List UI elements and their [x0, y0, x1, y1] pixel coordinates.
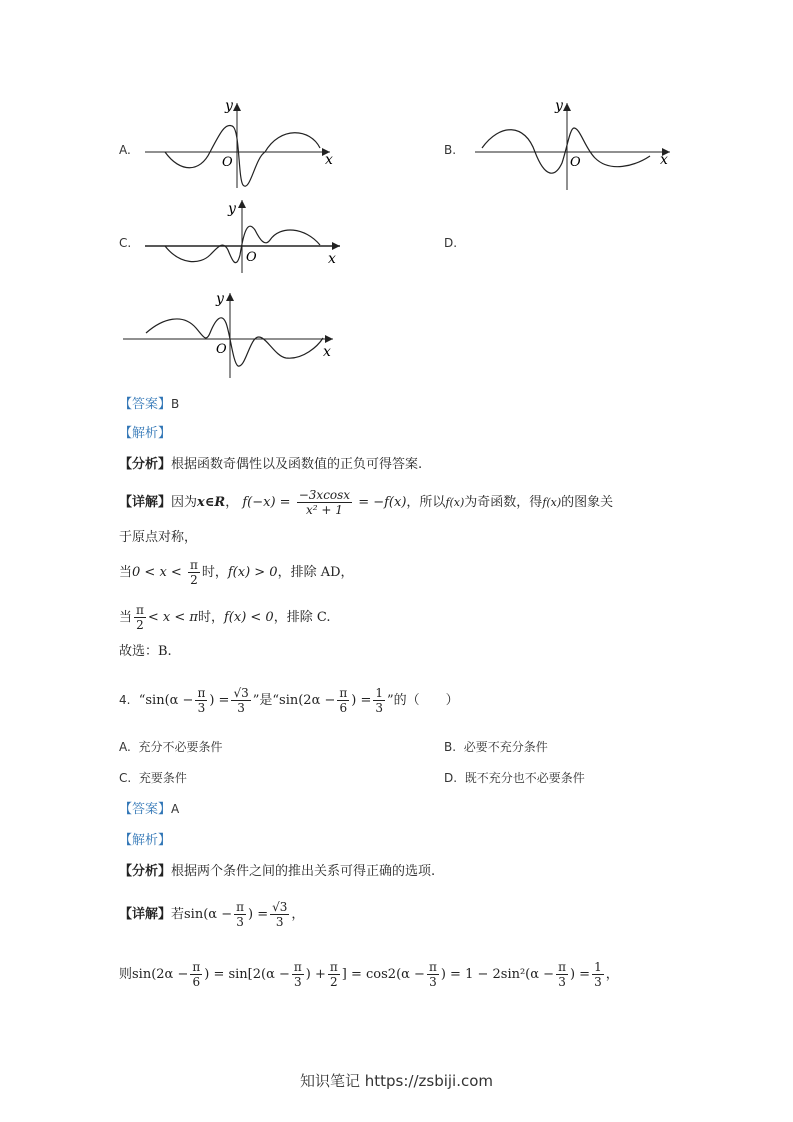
q3-detail-line2: 于原点对称，: [119, 530, 198, 545]
graph-c: [140, 195, 350, 275]
y-label: y: [555, 98, 563, 114]
q4-option-d[interactable]: D. 既不充分也不必要条件: [444, 771, 585, 785]
fenxi-tag: 【分析】: [119, 457, 172, 472]
detail-text-f: 为奇函数，得: [464, 495, 543, 510]
q3-fenxi: [119, 455, 422, 475]
graph-d: [118, 288, 343, 383]
y-label: y: [216, 291, 224, 307]
graph-b: [470, 98, 680, 193]
x-label: x: [660, 152, 668, 168]
option-a-label: A.: [119, 143, 131, 157]
x-label: x: [328, 251, 336, 267]
q4-then: 则sin(2α − $\frac{\pi}{6}$ ) = sin[2(α − $\frac{\pi}{3}$ ) + $\frac{\pi}{2}$ ] = cos2(α − $\frac{\pi}{3}$ ) = 1 − 2sin²(α − $\frac{\pi}{3}$ ) = $\frac{1}{3}$ ，: [119, 960, 619, 989]
curve: [165, 125, 320, 186]
detail-set: x∈R: [197, 495, 226, 510]
q3-answer: [119, 394, 179, 415]
y-label: y: [228, 201, 236, 217]
q3-case2: 当 $\frac{\pi}{2}$ < x < π时，f(x) < 0，排除 C.: [119, 603, 331, 632]
case2-frac: $\frac{\pi}{2}$: [136, 603, 144, 632]
q4-option-a[interactable]: A. 充分不必要条件: [119, 740, 223, 754]
q4-option-b[interactable]: B. 必要不充分条件: [444, 740, 548, 754]
detail-text-a: 因为: [171, 495, 198, 510]
detail-fx3: f(x): [542, 496, 562, 509]
q3-analysis-tag: 【解析】: [119, 426, 172, 441]
detail-fx2: f(x): [445, 496, 465, 509]
origin-label: O: [570, 155, 581, 170]
detail-eq: = −f(x): [358, 495, 407, 510]
x-label: x: [323, 344, 331, 360]
curve: [146, 318, 323, 366]
origin-label: O: [246, 250, 257, 265]
q3-case1: 当0 < x < $\frac{\pi}{2}$ 时，f(x) > 0，排除 AD，: [119, 558, 354, 587]
x-axis-arrow: [325, 335, 333, 343]
q3-conclusion: 故选：B.: [119, 644, 172, 659]
answer-tag: 【答案】: [119, 397, 172, 412]
option-d-label: D.: [444, 236, 458, 250]
q4-number: 4.: [119, 693, 131, 707]
detail-fx: f(−x) =: [242, 495, 291, 510]
origin-label: O: [222, 155, 233, 170]
fenxi-text: 根据函数奇偶性以及函数值的正负可得答案.: [171, 457, 423, 472]
detail-text-h: 的图象关: [561, 495, 614, 510]
x-label: x: [325, 152, 333, 168]
y-axis-arrow: [226, 293, 234, 301]
y-axis-arrow: [238, 200, 246, 208]
option-b-label: B.: [444, 143, 457, 157]
q4-fenxi: 【分析】根据两个条件之间的推出关系可得正确的选项.: [119, 864, 436, 879]
x-axis-arrow: [332, 242, 340, 250]
q4-detail: 【详解】若sin(α − $\frac{\pi}{3}$ ) = $\frac{√3}{3}$ ，: [119, 900, 305, 929]
detail-tag: 【详解】: [119, 495, 172, 510]
detail-text-b: ，: [225, 495, 239, 510]
q3-detail: [119, 488, 613, 518]
q4-analysis-tag: 【解析】: [119, 833, 172, 848]
case1-frac: $\frac{\pi}{2}$: [189, 558, 198, 587]
y-axis-arrow: [233, 103, 241, 111]
y-label: y: [225, 98, 233, 114]
y-axis-arrow: [563, 103, 571, 111]
option-c-label: C.: [119, 236, 132, 250]
answer-value: B: [171, 397, 180, 411]
q4-option-c[interactable]: C. 充要条件: [119, 771, 187, 785]
graph-a: [140, 98, 340, 193]
detail-text-d: ，所以: [406, 495, 446, 510]
detail-frac: $\frac{-3xcosx}{\text{x² + 1}}$: [298, 488, 351, 517]
curve: [482, 128, 650, 173]
q4-answer: 【答案】A: [119, 802, 180, 817]
footer-watermark[interactable]: 知识笔记 https://zsbiji.com: [299, 1072, 494, 1090]
q4-stem: 4. “sin(α − $\frac{\pi}{3}$ ) = $\frac{√3}{3}$ ”是“sin(2α − $\frac{\pi}{6}$ ) = $\frac{1}{3}$ ”的（ ）: [119, 686, 459, 715]
origin-label: O: [216, 342, 227, 357]
